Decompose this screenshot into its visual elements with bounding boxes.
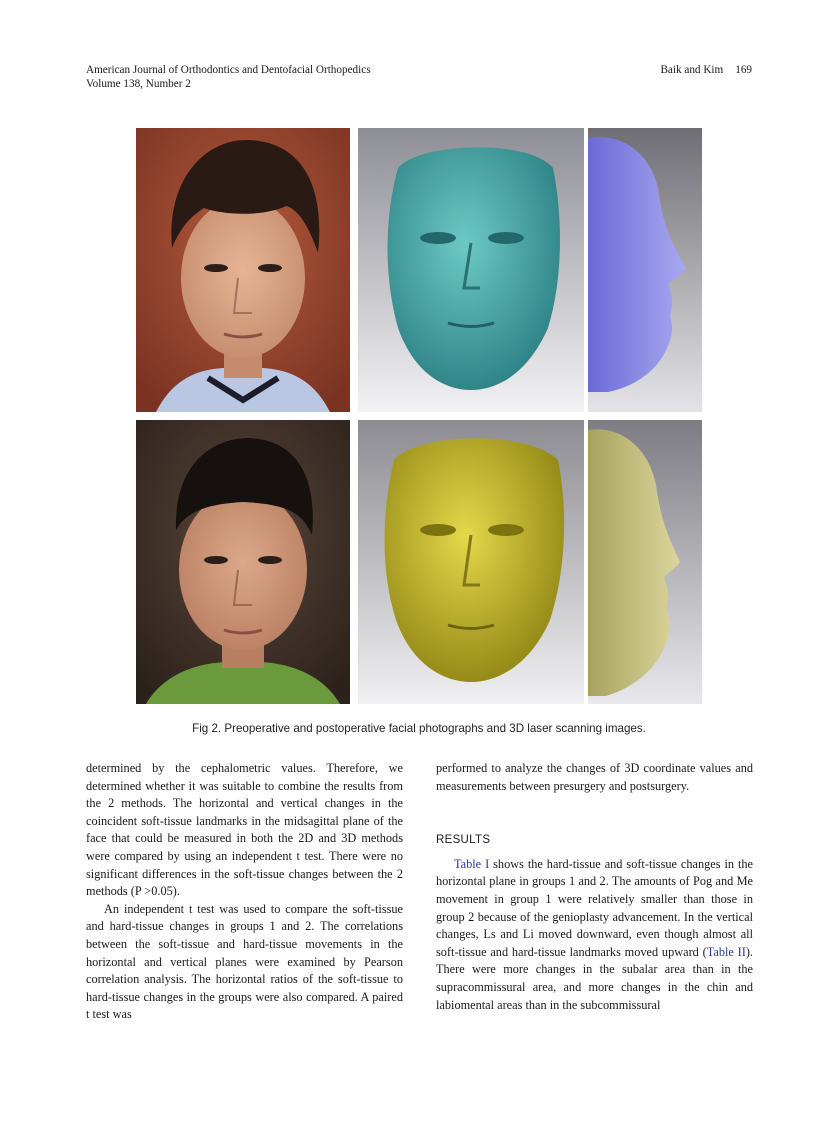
postoperative-3d-profile-scan bbox=[588, 420, 702, 704]
paragraph: An independent t test was used to compare the soft-tissue and hard-tissue changes in groups 1 and 2. The correlations between the soft-tissue and hard-tissue movements in the horizontal and vertical planes were examined by Pearson correlation analysis. The horizontal ratios of the soft-tissue to hard-tissue changes in the groups were also compared. A paired t test was bbox=[86, 901, 403, 1022]
paragraph: performed to analyze the changes of 3D coordinate values and measurements between presurgery and postsurgery. bbox=[436, 761, 753, 793]
journal-title: American Journal of Orthodontics and Dentofacial Orthopedics bbox=[86, 64, 371, 76]
preoperative-photo bbox=[136, 128, 350, 412]
figure-2 bbox=[136, 128, 702, 704]
running-header-left bbox=[86, 63, 371, 91]
postoperative-photo bbox=[136, 420, 350, 704]
paragraph-text: ). There were more changes in the subalar area than in the supracommissural area, and more changes in the chin and labiomental areas than in the subcommissural bbox=[436, 944, 753, 1012]
journal-volume: Volume 138, Number 2 bbox=[86, 78, 191, 90]
postoperative-3d-frontal-scan bbox=[358, 420, 584, 704]
table-2-link[interactable]: Table II bbox=[706, 944, 746, 959]
preoperative-3d-profile-scan bbox=[588, 128, 702, 412]
figure-caption: Fig 2. Preoperative and postoperative facial photographs and 3D laser scanning images. bbox=[192, 722, 646, 735]
table-1-link[interactable]: Table I bbox=[454, 856, 490, 871]
page-number: 169 bbox=[735, 64, 752, 76]
section-heading-results: RESULTS bbox=[436, 834, 491, 847]
authors: Baik and Kim bbox=[660, 64, 724, 76]
running-header-right bbox=[660, 63, 752, 77]
body-column-right bbox=[436, 760, 753, 1014]
preoperative-3d-frontal-scan bbox=[358, 128, 584, 412]
paragraph: determined by the cephalometric values. Therefore, we determined whether it was suitable to combine the results from the 2 methods. The horizontal and vertical changes in the coincident soft-tissue landmarks in the midsagittal plane of the face that could be measured in both the 2D and 3D methods were compared by using an independent t test. There were no significant differences in the soft-tissue changes between the 2 methods (P >0.05). bbox=[86, 761, 403, 899]
paragraph-text: shows the hard-tissue and soft-tissue changes in the horizontal plane in groups 1 and 2. The amounts of Pog and Me movement in group 1 were relatively smaller than those in group 2 because of the genioplasty advancement. In the vertical changes, Ls and Li moved downward, even though almost all soft-tissue and hard-tissue landmarks moved upward ( bbox=[436, 856, 753, 959]
body-column-left bbox=[86, 760, 403, 1024]
paragraph bbox=[436, 856, 753, 1014]
